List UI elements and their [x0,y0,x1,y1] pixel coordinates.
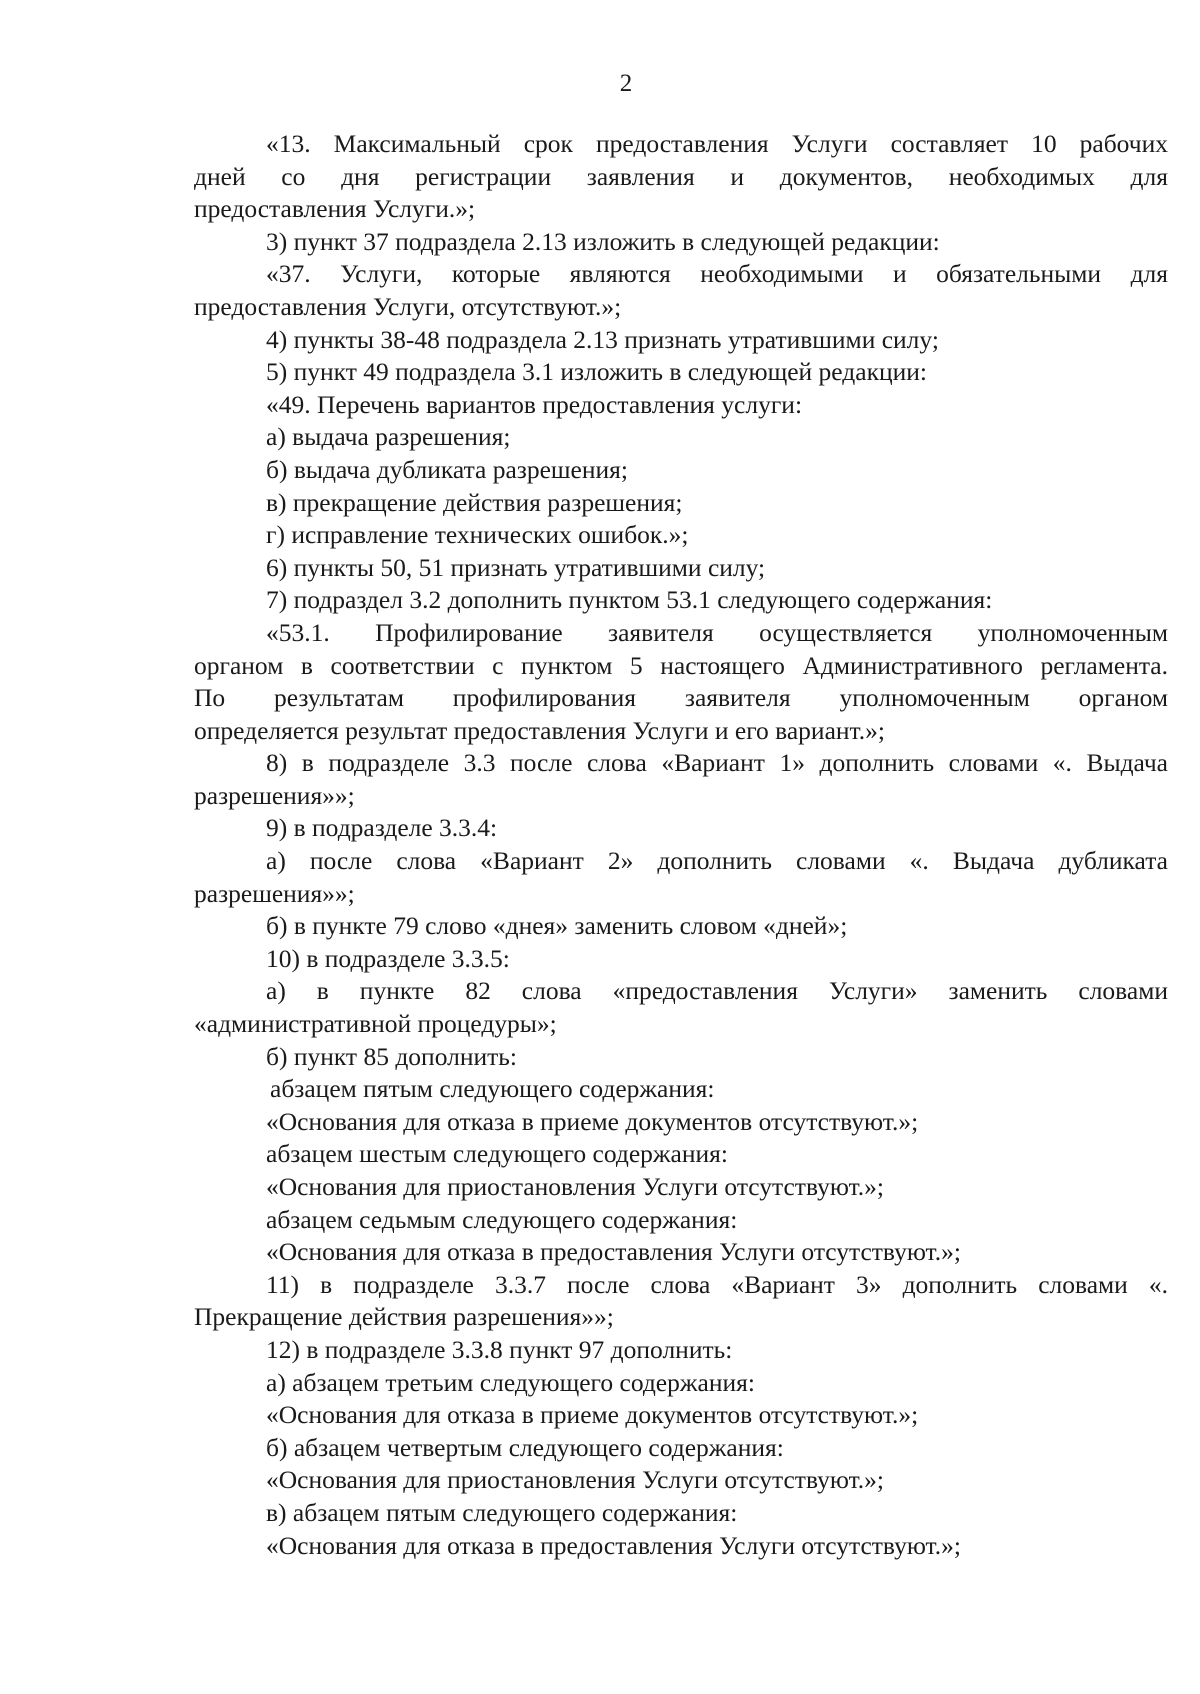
paragraph-line: Прекращение действия разрешения»»; [194,1302,614,1332]
paragraph-line: абзацем пятым следующего содержания: [270,1074,715,1104]
paragraph-line: 7) подраздел 3.2 дополнить пунктом 53.1 следующего содержания: [266,585,993,615]
paragraph-line: в) абзацем пятым следующего содержания: [266,1497,738,1527]
paragraph-line: предоставления Услуги, отсутствуют.»; [194,291,622,321]
paragraph-line: 5) пункт 49 подраздела 3.1 изложить в следующей редакции: [266,357,927,387]
paragraph-line: 11) в подразделе 3.3.7 после слова «Вариант 3» дополнить словами «. [266,1269,1168,1299]
paragraph-line: абзацем шестым следующего содержания: [266,1139,728,1169]
paragraph-line: По результатам профилирования заявителя уполномоченным органом [194,683,1168,713]
paragraph-line: 10) в подразделе 3.3.5: [266,943,510,973]
paragraph-line: «53.1. Профилирование заявителя осуществляется уполномоченным [266,617,1168,647]
paragraph-line: б) в пункте 79 слово «днея» заменить словом «дней»; [266,911,848,941]
document-body [194,128,1168,1562]
paragraph-line: «Основания для отказа в предоставления Услуги отсутствуют.»; [266,1237,961,1267]
paragraph-line: «Основания для приостановления Услуги отсутствуют.»; [266,1465,885,1495]
paragraph-line: дней со дня регистрации заявления и документов, необходимых для [194,161,1168,191]
paragraph-line: 6) пункты 50, 51 признать утратившими силу; [266,552,766,582]
paragraph-line: органом в соответствии с пунктом 5 настоящего Административного регламента. [194,650,1168,680]
paragraph-line: абзацем седьмым следующего содержания: [266,1204,738,1234]
paragraph-line: предоставления Услуги.»; [194,194,476,224]
paragraph-line: 12) в подразделе 3.3.8 пункт 97 дополнить: [266,1334,733,1364]
paragraph-line: а) выдача разрешения; [266,422,511,452]
paragraph-line: а) в пункте 82 слова «предоставления Услуги» заменить словами [266,976,1168,1006]
paragraph-line: «Основания для отказа в приеме документов отсутствуют.»; [266,1106,919,1136]
paragraph-line: «Основания для отказа в предоставления Услуги отсутствуют.»; [266,1530,961,1560]
paragraph-line: в) прекращение действия разрешения; [266,487,683,517]
paragraph-line: «Основания для отказа в приеме документов отсутствуют.»; [266,1400,919,1430]
paragraph-line: б) абзацем четвертым следующего содержания: [266,1432,784,1462]
paragraph-line: разрешения»»; [194,878,355,908]
paragraph-line: 3) пункт 37 подраздела 2.13 изложить в следующей редакции: [266,226,940,256]
paragraph-line: «37. Услуги, которые являются необходимыми и обязательными для [266,259,1168,289]
paragraph-line: «49. Перечень вариантов предоставления услуги: [266,389,803,419]
paragraph-line: 9) в подразделе 3.3.4: [266,813,498,843]
paragraph-line: г) исправление технических ошибок.»; [266,520,689,550]
page-number: 2 [619,70,633,97]
paragraph-line: определяется результат предоставления Услуги и его вариант.»; [194,715,885,745]
paragraph-line: 8) в подразделе 3.3 после слова «Вариант 1» дополнить словами «. Выдача [266,748,1168,778]
paragraph-line: «административной процедуры»; [194,1009,557,1039]
paragraph-line: б) выдача дубликата разрешения; [266,454,628,484]
paragraph-line: б) пункт 85 дополнить: [266,1041,517,1071]
paragraph-line: 4) пункты 38-48 подраздела 2.13 признать утратившими силу; [266,324,939,354]
paragraph-line: разрешения»»; [194,780,355,810]
paragraph-line: а) абзацем третьим следующего содержания: [266,1367,755,1397]
paragraph-line: «13. Максимальный срок предоставления Услуги составляет 10 рабочих [266,129,1168,158]
paragraph-line: а) после слова «Вариант 2» дополнить словами «. Выдача дубликата [266,846,1168,876]
paragraph-line: «Основания для приостановления Услуги отсутствуют.»; [266,1172,885,1201]
